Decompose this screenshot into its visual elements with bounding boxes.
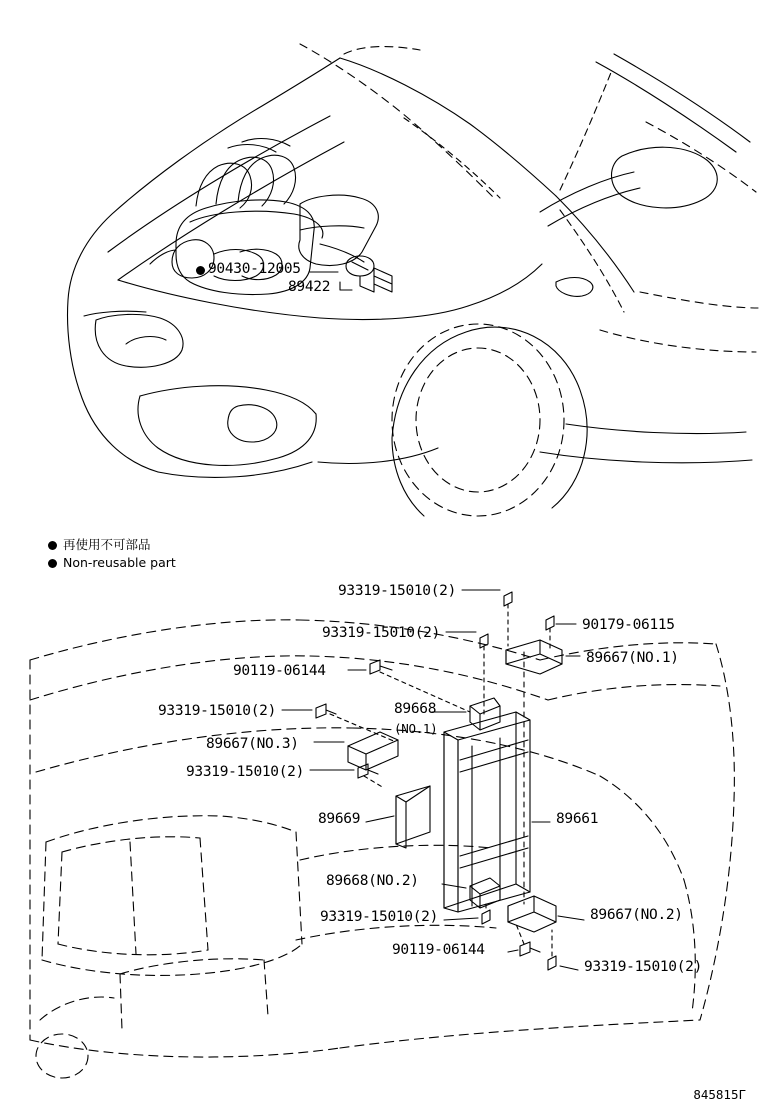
- legend: [48, 536, 176, 572]
- label-89668-no2: 89668(NO.2): [326, 873, 419, 889]
- non-reusable-marker-top: [196, 266, 205, 275]
- label-89422: 89422: [288, 279, 331, 295]
- label-90430-12005: 90430-12005: [208, 261, 301, 277]
- part-89667-no2-bracket: [508, 896, 556, 932]
- part-89669-bracket: [396, 786, 430, 848]
- label-93319-15010-e: 93319-15010(2): [320, 909, 439, 925]
- label-90119-06144-a: 90119-06144: [233, 663, 326, 679]
- label-90119-06144-b: 90119-06144: [392, 942, 485, 958]
- label-89667-no2: 89667(NO.2): [590, 907, 683, 923]
- label-93319-15010-f: 93319-15010(2): [584, 959, 703, 975]
- label-93319-15010-d: 93319-15010(2): [186, 764, 305, 780]
- part-89668-no1-bracket: [470, 698, 500, 730]
- label-93319-15010-b: 93319-15010(2): [322, 625, 441, 641]
- label-90179-06115: 90179-06115: [582, 617, 675, 633]
- label-93319-15010-a: 93319-15010(2): [338, 583, 457, 599]
- bullet-icon: [48, 541, 57, 550]
- legend-label-en: Non-reusable part: [63, 555, 176, 571]
- part-89667-no3-bracket: [348, 732, 398, 770]
- part-89667-no1-bracket: [506, 640, 562, 674]
- diagram-code: 845815Г: [693, 1087, 746, 1102]
- label-89669: 89669: [318, 811, 361, 827]
- label-89668-no1-sub: (NO.1): [394, 721, 438, 736]
- label-89667-no3: 89667(NO.3): [206, 736, 299, 752]
- bullet-icon: [48, 559, 57, 568]
- instrument-cluster: [42, 816, 302, 976]
- label-89668-no1: 89668: [394, 701, 437, 717]
- legend-row-en: [48, 554, 176, 572]
- car-body-outline: [68, 44, 758, 516]
- legend-label-jp: 再使用不可部品: [63, 537, 151, 552]
- legend-row-jp: [48, 536, 176, 554]
- part-89422-sensor: [346, 256, 392, 292]
- label-89667-no1: 89667(NO.1): [586, 650, 679, 666]
- label-89661: 89661: [556, 811, 599, 827]
- center-stack: [36, 959, 268, 1078]
- part-89668-no2-bracket: [470, 878, 500, 908]
- label-93319-15010-c: 93319-15010(2): [158, 703, 277, 719]
